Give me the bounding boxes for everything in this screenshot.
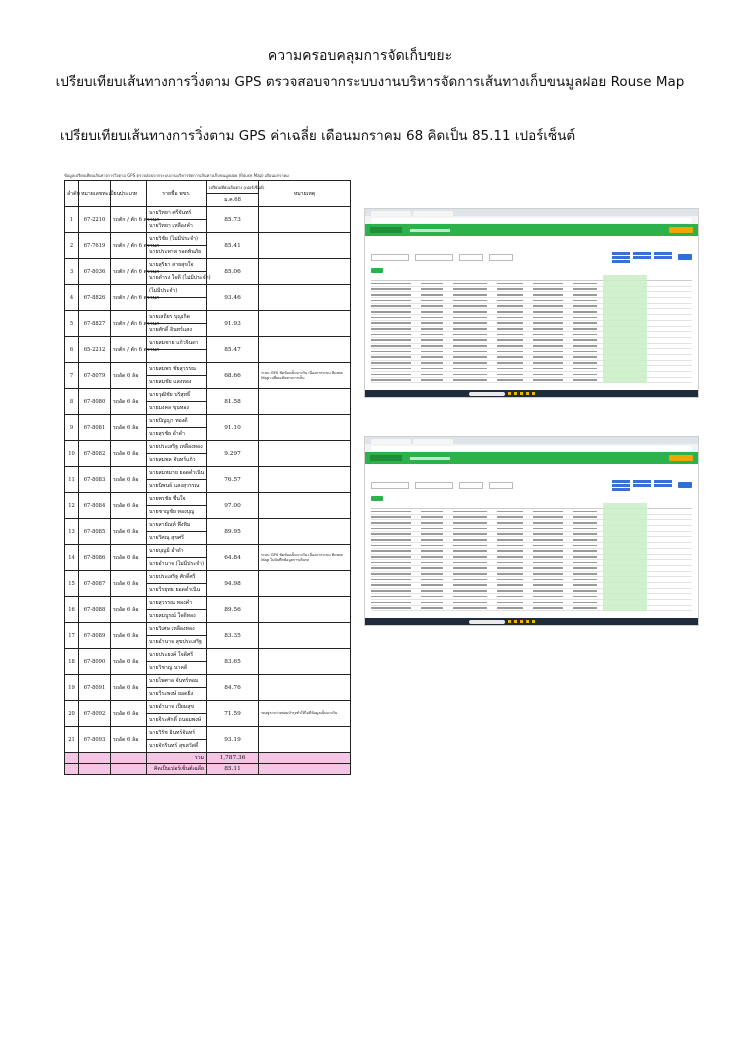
cell-percent: 71.59: [207, 701, 259, 727]
document-subtitle: เปรียบเทียบเส้นทางการวิ่งตาม GPS ตรวจสอบจากระบบงานบริหารจัดการเส้นทางเก็บขนมูลฝอย Rouse Map: [55, 74, 685, 90]
cell-no: 3: [65, 259, 79, 285]
cell-type: รถตัก / ตัก 6 ตรวนก: [111, 233, 147, 259]
filter-label: [371, 467, 692, 473]
cell-driver-2: นายอำนาจ สุขประเสริฐ: [147, 636, 207, 649]
cell-plate: 67-8086: [79, 545, 111, 571]
filter-form: [365, 248, 698, 266]
route-map-screenshot-2: [364, 436, 699, 626]
cell-percent: 9.297: [207, 441, 259, 467]
cell-type: รถอัด 6 ล้อ: [111, 545, 147, 571]
cell-percent: 91.93: [207, 311, 259, 337]
app-header: [365, 224, 698, 236]
cell-plate: 67-8092: [79, 701, 111, 727]
cell-plate: 67-8088: [79, 597, 111, 623]
cell-driver-1: นายประเสริฐ ศักดิ์ศรี: [147, 571, 207, 584]
cell-plate: 67-8080: [79, 389, 111, 415]
cell-no: 21: [65, 727, 79, 753]
header-remark: หมายเหตุ: [259, 181, 351, 207]
empty-cell: [79, 753, 111, 764]
cell-percent: 84.76: [207, 675, 259, 701]
empty-cell: [111, 753, 147, 764]
document-title: ความครอบคลุมการจัดเก็บขยะ: [267, 48, 453, 64]
cell-driver-1: นายสุวรรณ ทองคำ: [147, 597, 207, 610]
taskbar: [365, 390, 698, 397]
cell-no: 11: [65, 467, 79, 493]
cell-no: 10: [65, 441, 79, 467]
cell-no: 14: [65, 545, 79, 571]
cell-percent: 64.84: [207, 545, 259, 571]
cell-driver-1: นายสายัณห์ พึ่งทิม: [147, 519, 207, 532]
table-row: [65, 311, 351, 324]
cell-no: 16: [65, 597, 79, 623]
cell-driver-2: นายสุรชัย อ่ำดำ: [147, 428, 207, 441]
table-row: [65, 207, 351, 220]
cell-remark: [259, 389, 351, 415]
empty-cell: [65, 753, 79, 764]
cell-driver-2: นายศักดิ์ อินทร์แสง: [147, 324, 207, 337]
cell-remark: [259, 415, 351, 441]
cell-remark: [259, 337, 351, 363]
route-grid: [371, 275, 692, 383]
table-row: [65, 493, 351, 506]
cell-driver-1: นายเสถียร บุญเกิด: [147, 311, 207, 324]
browser-address-bar: [365, 444, 698, 452]
browser-tabs: [365, 209, 698, 216]
cell-driver-2: นายสมพล จันทร์แก้ว: [147, 454, 207, 467]
cell-remark: [259, 467, 351, 493]
browser-address-bar: [365, 216, 698, 224]
cell-no: 2: [65, 233, 79, 259]
cell-no: 9: [65, 415, 79, 441]
cell-percent: 85.06: [207, 259, 259, 285]
empty-cell: [65, 764, 79, 775]
cell-percent: 89.56: [207, 597, 259, 623]
cell-plate: 67-2210: [79, 207, 111, 233]
cell-type: รถอัด 6 ล้อ: [111, 441, 147, 467]
cell-remark: [259, 207, 351, 233]
cell-percent: 85.73: [207, 207, 259, 233]
cell-driver-2: นายมงคล ขุนทอง: [147, 402, 207, 415]
table-body: [65, 207, 351, 775]
cell-remark: [259, 727, 351, 753]
cell-type: รถอัด 6 ล้อ: [111, 493, 147, 519]
cell-type: รถตัก / ตัก 6 ตรวนก: [111, 311, 147, 337]
cell-driver-1: นายวิรัช อินทร์จันทร์: [147, 727, 207, 740]
cell-type: รถอัด 6 ล้อ: [111, 363, 147, 389]
cell-type: รถอัด 6 ล้อ: [111, 571, 147, 597]
cell-driver-1: นายไพศาล จันทร์หอม: [147, 675, 207, 688]
cell-percent: 81.58: [207, 389, 259, 415]
header-month: ม.ค.68: [207, 194, 259, 207]
table-row: [65, 545, 351, 558]
browser-tabs: [365, 437, 698, 444]
cell-driver-2: นายสมบูรณ์ ใจดีทอง: [147, 610, 207, 623]
cell-percent: 76.57: [207, 467, 259, 493]
average-row-label: คิดเป็นเปอร์เซ็นต์เฉลี่ย: [147, 764, 207, 775]
cell-plate: 67-8082: [79, 441, 111, 467]
average-row: [65, 764, 351, 775]
cell-plate: 67-8081: [79, 415, 111, 441]
cell-driver-1: นายสมพร ชัยสุวรรณ: [147, 363, 207, 376]
table-row: [65, 415, 351, 428]
table-row: [65, 675, 351, 688]
cell-type: รถตัก / ตัก 6 ตรวนก: [111, 259, 147, 285]
cell-driver-1: นายวิเศษ เหลืองทอง: [147, 623, 207, 636]
cell-driver-2: นายดำรง ใจดี (ไม่มีประจำ): [147, 272, 207, 285]
table-row: [65, 649, 351, 662]
cell-type: รถอัด 6 ล้อ: [111, 467, 147, 493]
total-row-label: รวม: [147, 753, 207, 764]
cell-plate: 67-8089: [79, 623, 111, 649]
cell-remark: [259, 285, 351, 311]
filter-form: [365, 476, 698, 494]
cell-type: รถตัก / ตัก 6 ตรวนก: [111, 337, 147, 363]
cell-percent: 94.98: [207, 571, 259, 597]
cell-plate: 67-8084: [79, 493, 111, 519]
cell-no: 18: [65, 649, 79, 675]
cell-type: รถอัด 6 ล้อ: [111, 597, 147, 623]
cell-driver-1: นายวิชัย (ไม่มีประจำ): [147, 233, 207, 246]
taskbar: [365, 618, 698, 625]
total-row-value: 1,787.36: [207, 753, 259, 764]
cell-driver-1: นายสุริยา สายสุขใจ: [147, 259, 207, 272]
cell-remark: [259, 311, 351, 337]
total-row: [65, 753, 351, 764]
cell-remark: [259, 571, 351, 597]
cell-driver-2: นายวิชาญ นาคดี: [147, 662, 207, 675]
cell-plate: 67-8079: [79, 363, 111, 389]
cell-percent: 89.95: [207, 519, 259, 545]
cell-driver-2: นายชาญชัย ทองบุญ: [147, 506, 207, 519]
cell-plate: 67-8827: [79, 311, 111, 337]
cell-driver-1: นายสมชาย แก้วจินดา: [147, 337, 207, 350]
table-row: [65, 441, 351, 454]
cell-no: 1: [65, 207, 79, 233]
cell-remark: ระบบ GPS ขัดข้องเป็นบางวัน เนื่องจากระบบ Rouse Map เปลี่ยนเส้นทางการเก็บ: [259, 363, 351, 389]
table-row: [65, 285, 351, 298]
add-button: [371, 496, 383, 501]
average-row-value: 85.11: [207, 764, 259, 775]
app-header: [365, 452, 698, 464]
cell-driver-1: นายบุญมี อ่ำดำ: [147, 545, 207, 558]
cell-driver-1: นายวิทยา ศรีจันทร์: [147, 207, 207, 220]
cell-type: รถอัด 6 ล้อ: [111, 415, 147, 441]
cell-percent: 83.35: [207, 623, 259, 649]
cell-percent: 97.00: [207, 493, 259, 519]
header-no: ลำดับ: [65, 181, 79, 207]
cell-driver-1: นายประเสริฐ เหลืองทอง: [147, 441, 207, 454]
empty-cell: [259, 753, 351, 764]
cell-remark: รถอยู่ระหว่างซ่อมบำรุงทำให้ไม่มีข้อมูลเป็นบางวัน: [259, 701, 351, 727]
cell-remark: [259, 519, 351, 545]
table-row: [65, 623, 351, 636]
table-row: [65, 701, 351, 714]
table-row: [65, 363, 351, 376]
cell-driver-1: (ไม่มีประจำ): [147, 285, 207, 298]
cell-no: 17: [65, 623, 79, 649]
cell-plate: 67-8083: [79, 467, 111, 493]
route-map-screenshot-1: [364, 208, 699, 398]
cell-type: รถตัก / ตัก 6 ตรวนก: [111, 207, 147, 233]
table-row: [65, 259, 351, 272]
cell-percent: 85.47: [207, 337, 259, 363]
table-row: [65, 233, 351, 246]
cell-plate: 67-7619: [79, 233, 111, 259]
header-type: ประเภท: [111, 181, 147, 207]
table-row: [65, 519, 351, 532]
cell-type: รถอัด 6 ล้อ: [111, 389, 147, 415]
cell-no: 20: [65, 701, 79, 727]
cell-percent: 85.41: [207, 233, 259, 259]
cell-driver-2: นายวีระพงษ์ ยอดยิ่ง: [147, 688, 207, 701]
cell-type: รถตัก / ตัก 6 ตรวนก: [111, 285, 147, 311]
cell-remark: [259, 493, 351, 519]
cell-driver-2: นายวิทยา เหลืองคำ: [147, 220, 207, 233]
cell-plate: 65-2212: [79, 337, 111, 363]
cell-remark: [259, 441, 351, 467]
cell-remark: [259, 623, 351, 649]
header-driver: รายชื่อ พขร.: [147, 181, 207, 207]
summary-text: เปรียบเทียบเส้นทางการวิ่งตาม GPS ค่าเฉลี่ย เดือนมกราคม 68 คิดเป็น 85.11 เปอร์เซ็นต์: [60, 128, 576, 144]
table-row: [65, 727, 351, 740]
table-row: [65, 467, 351, 480]
cell-type: รถอัด 6 ล้อ: [111, 727, 147, 753]
cell-plate: 67-8091: [79, 675, 111, 701]
table-caption: ข้อมูลเปรียบเทียบเส้นทางการวิ่งตาม GPS ตรวจสอบจากระบบงานบริหารจัดการเส้นทางเก็บขนมูลฝอย (Rouse Map) เดือนมกราคม: [64, 173, 289, 178]
cell-plate: 67-8093: [79, 727, 111, 753]
table-row: [65, 571, 351, 584]
cell-driver-1: นายวุฒิชัย บริสุทธิ์: [147, 389, 207, 402]
cell-driver-1: นายปัญญา ทองดี: [147, 415, 207, 428]
cell-driver-2: นายอำนาจ (ไม่มีประจำ): [147, 558, 207, 571]
route-grid: [371, 503, 692, 611]
cell-plate: 67-8090: [79, 649, 111, 675]
header-percent: เปรียบเทียบเส้นทาง (เปอร์เซ็นต์): [207, 181, 259, 194]
cell-remark: [259, 649, 351, 675]
empty-cell: [79, 764, 111, 775]
cell-driver-2: นายจักรินทร์ สุขสวัสดิ์: [147, 740, 207, 753]
cell-no: 5: [65, 311, 79, 337]
table-row: [65, 389, 351, 402]
cell-driver-2: นายประพาส รอดพ้นภัย: [147, 246, 207, 259]
cell-remark: [259, 259, 351, 285]
cell-type: รถอัด 6 ล้อ: [111, 519, 147, 545]
cell-driver-2: นายวีรยุทธ ยอดดำเนิน: [147, 584, 207, 597]
gps-comparison-table-scan: [64, 172, 350, 772]
empty-cell: [111, 764, 147, 775]
cell-plate: 67-8036: [79, 259, 111, 285]
cell-driver-1: นายอำนาจ เปี่ยมสุข: [147, 701, 207, 714]
cell-percent: 83.65: [207, 649, 259, 675]
cell-plate: 67-8826: [79, 285, 111, 311]
cell-driver-1: นายสมหมาย ยอดดำเนิน: [147, 467, 207, 480]
cell-remark: [259, 233, 351, 259]
header-plate: หมายเลขทะเบียน: [79, 181, 111, 207]
cell-percent: 93.19: [207, 727, 259, 753]
cell-no: 15: [65, 571, 79, 597]
cell-no: 13: [65, 519, 79, 545]
cell-type: รถอัด 6 ล้อ: [111, 649, 147, 675]
cell-no: 19: [65, 675, 79, 701]
cell-remark: ระบบ GPS ขัดข้องเป็นบางวัน เนื่องจากระบบ Rouse Map ไม่บันทึกข้อมูลการเดินรถ: [259, 545, 351, 571]
cell-remark: [259, 675, 351, 701]
cell-type: รถอัด 6 ล้อ: [111, 623, 147, 649]
cell-driver-2: นายสมชัย แสงทอง: [147, 376, 207, 389]
add-button: [371, 268, 383, 273]
cell-driver-1: นายประยงค์ ใจดีศรี: [147, 649, 207, 662]
cell-plate: 67-8087: [79, 571, 111, 597]
cell-percent: 93.46: [207, 285, 259, 311]
cell-no: 12: [65, 493, 79, 519]
cell-driver-1: นายพรชัย ชื่นใจ: [147, 493, 207, 506]
filter-label: [371, 239, 692, 245]
cell-plate: 67-8085: [79, 519, 111, 545]
cell-type: รถอัด 6 ล้อ: [111, 675, 147, 701]
cell-no: 8: [65, 389, 79, 415]
cell-no: 7: [65, 363, 79, 389]
cell-no: 4: [65, 285, 79, 311]
cell-type: รถอัด 6 ล้อ: [111, 701, 147, 727]
cell-remark: [259, 597, 351, 623]
cell-driver-2: นายนิพนธ์ แสงสุวรรณ: [147, 480, 207, 493]
cell-no: 6: [65, 337, 79, 363]
cell-percent: 91.10: [207, 415, 259, 441]
table-row: [65, 337, 351, 350]
gps-comparison-table: [64, 180, 351, 775]
cell-driver-2: นายวิศณุ สุขศรี: [147, 532, 207, 545]
cell-driver-2: นายจีระศักดิ์ ถนอมพงษ์: [147, 714, 207, 727]
table-row: [65, 597, 351, 610]
empty-cell: [259, 764, 351, 775]
cell-percent: 68.66: [207, 363, 259, 389]
